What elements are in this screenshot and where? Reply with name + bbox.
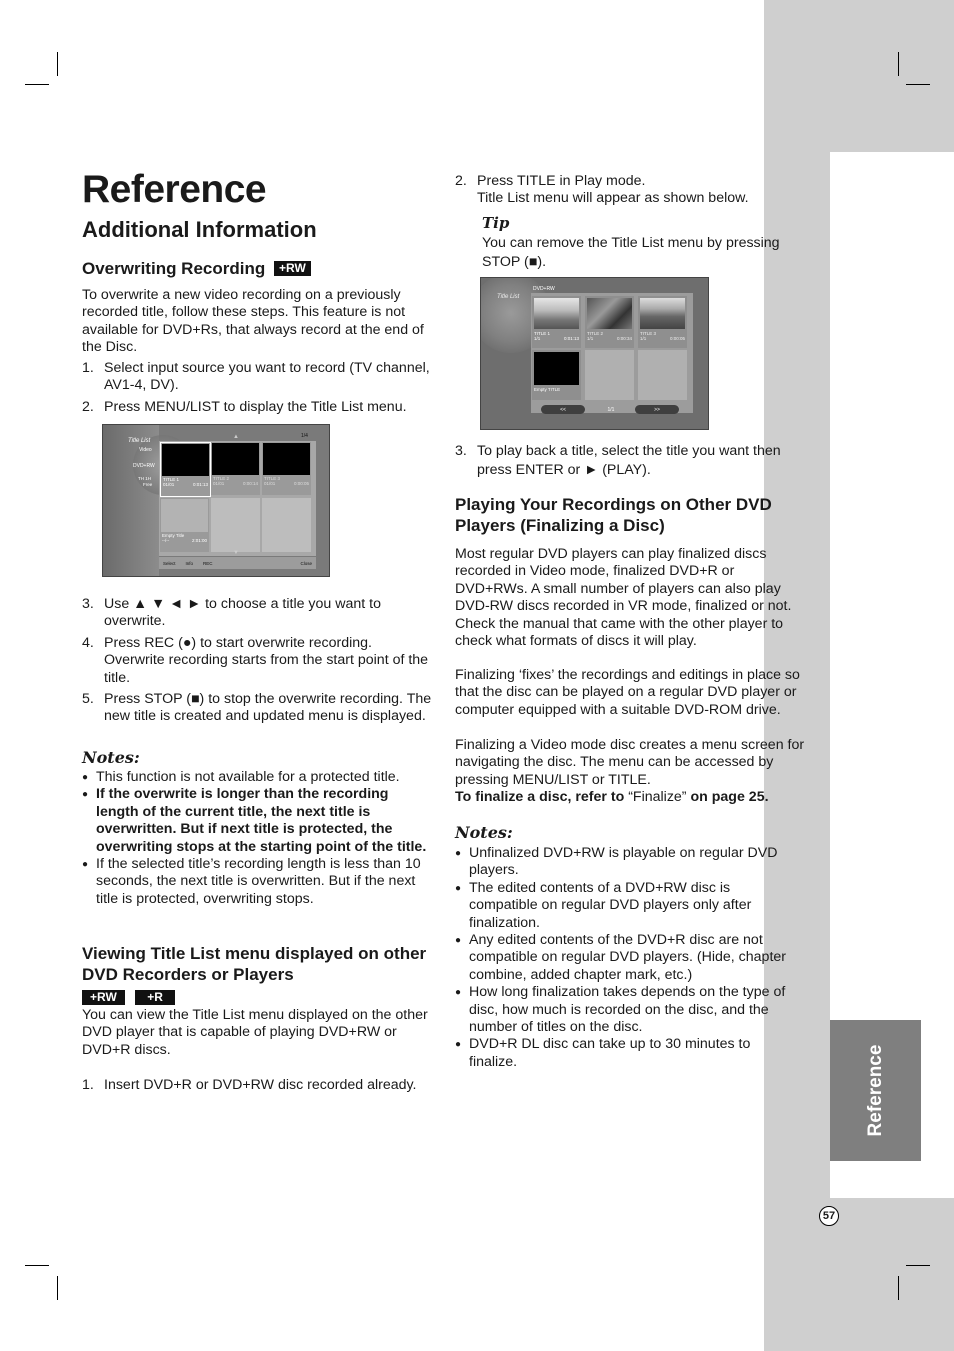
finalizing-heading: Playing Your Recordings on Other DVD Players (Finalizing a Disc) xyxy=(455,495,772,535)
viewing-step-3 xyxy=(455,442,807,480)
thumb-title: TITLE 2 xyxy=(213,476,230,481)
page-number: 57 xyxy=(819,1206,839,1226)
thumb-date: 1/1 xyxy=(587,336,594,341)
step-item xyxy=(82,360,432,395)
thumb-title: TITLE 2 xyxy=(587,331,604,336)
thumb-title: Empty Title xyxy=(162,533,185,538)
overwriting-heading-text: Overwriting Recording xyxy=(82,259,266,278)
side-tab-label: Reference xyxy=(864,1044,886,1137)
overwriting-steps-b xyxy=(82,596,432,726)
step-number: 3. xyxy=(455,443,467,459)
reference-side-tab xyxy=(830,1020,921,1161)
step-item xyxy=(455,173,807,190)
thumb-time: 0:00:05 xyxy=(669,336,685,341)
bullet-icon: ● xyxy=(82,789,89,801)
thumb-3[interactable] xyxy=(262,442,311,495)
thumb-date: 1/1 xyxy=(534,336,541,341)
page-subtitle: Additional Information xyxy=(82,217,317,242)
up-arrow-icon: ▲ xyxy=(233,434,239,440)
down-arrow-icon: ▼ xyxy=(233,550,239,556)
note-text: If the selected title’s recording length is less than 10 seconds, the next title is overwritten. But if the next title is protected, overwriting stops. xyxy=(96,856,421,907)
thumb-image xyxy=(162,444,209,476)
r-badge: +R xyxy=(135,990,175,1005)
viewing-intro: You can view the Title List menu displayed on the other DVD player that is capable of playing DVD+RW or DVD+R discs. xyxy=(82,1007,428,1058)
thumb-time: 0:01:13 xyxy=(563,336,579,341)
step-text: Press MENU/LIST to display the Title List menu. xyxy=(104,398,407,415)
thumb-empty[interactable] xyxy=(532,350,581,400)
step-number: 5. xyxy=(82,691,94,708)
note-item xyxy=(455,984,800,1036)
thumb-2[interactable] xyxy=(585,296,634,348)
step-text: Press TITLE in Play mode. xyxy=(477,173,646,189)
thumb-blank xyxy=(211,498,260,552)
overwriting-notes-label: Notes: xyxy=(82,748,140,767)
next-page-button[interactable]: >> xyxy=(635,405,679,414)
thumb-title: TITLE 3 xyxy=(640,331,657,336)
step-item xyxy=(455,442,807,480)
thumb-time: 0:00:05 xyxy=(293,481,309,486)
thumb-date: 01/01 xyxy=(264,481,276,486)
thumb-date: --/-- xyxy=(162,538,170,543)
finalizing-para-1: Most regular DVD players can play finalized discs recorded in Video mode, finalized DVD+R or DVD+RWs. A small number of players can also play DVD-RW discs recorded in VR mode, finalized or not. Check the manual that came with the other player to check what formats of discs it will play. xyxy=(455,546,792,650)
footer-info: Info xyxy=(185,560,194,566)
step-text: To play back a title, select the title you want then press ENTER or ► (PLAY). xyxy=(477,443,781,478)
tip-text: You can remove the Title List menu by pressing STOP (■). xyxy=(482,235,780,270)
note-text: If the overwrite is longer than the recording length of the current title, the next title is overwritten. But if next title is protected, the overwriting stops at the starting point of the title. xyxy=(96,786,427,855)
finalize-reference-a: To finalize a disc, refer to xyxy=(455,789,629,805)
bullet-icon: ● xyxy=(455,935,462,947)
finalizing-notes xyxy=(455,845,800,1071)
note-item xyxy=(82,856,432,908)
viewing-step-2 xyxy=(455,173,807,208)
overwriting-intro: To overwrite a new video recording on a previously recorded title, follow these steps. This feature is not available for DVD+Rs, that always record at the end of the Disc. xyxy=(82,287,424,356)
step-item xyxy=(82,1077,432,1094)
note-text: The edited contents of a DVD+RW disc is compatible on regular DVD players only after finalization. xyxy=(469,879,752,931)
footer-select: Select xyxy=(163,560,176,566)
thumb-image xyxy=(587,298,632,329)
thumb-time: 2:01:00 xyxy=(191,538,207,543)
tip-label: Tip xyxy=(482,214,510,232)
screen1-menu-title: Title List xyxy=(128,438,151,444)
bullet-icon: ● xyxy=(455,848,462,859)
finalize-reference-c: on page 25. xyxy=(686,789,769,805)
step-item xyxy=(82,399,432,416)
step-number: 3. xyxy=(82,596,94,612)
screen1-side-info-2: Free xyxy=(143,482,153,487)
thumb-image xyxy=(263,443,310,475)
thumb-empty[interactable] xyxy=(160,498,209,552)
footer-close: Close xyxy=(300,560,312,566)
thumb-image xyxy=(534,352,579,385)
thumb-1[interactable] xyxy=(532,296,581,348)
step-text: Title List menu will appear as shown below. xyxy=(477,190,749,207)
step-number: 2. xyxy=(82,398,94,415)
thumb-title: TITLE 3 xyxy=(264,476,281,481)
thumb-date: 01/01 xyxy=(163,482,175,487)
thumb-blank xyxy=(585,350,634,400)
note-item xyxy=(455,1036,800,1071)
step-item xyxy=(82,596,432,631)
note-text: This function is not available for a protected title. xyxy=(96,769,400,785)
screen1-page: 1/4 xyxy=(301,433,308,439)
thumb-time: 0:00:34 xyxy=(616,336,632,341)
step-text: Press STOP (■) to stop the overwrite recording. The new title is created and updated menu is displayed. xyxy=(104,691,432,725)
overwriting-notes xyxy=(82,769,432,908)
thumb-title: TITLE 1 xyxy=(534,331,551,336)
finalize-reference xyxy=(455,789,807,806)
bullet-icon: ● xyxy=(455,987,462,999)
screen2-menu-title: Title List xyxy=(497,294,520,300)
footer-rec: REC xyxy=(203,560,213,566)
step-number: 2. xyxy=(455,173,467,189)
step-number: 1. xyxy=(82,360,94,376)
rw-badge: +RW xyxy=(274,261,311,276)
step-text: Use ▲ ▼ ◄ ► to choose a title you want to overwrite. xyxy=(104,596,381,630)
viewing-heading: Viewing Title List menu displayed on other DVD Recorders or Players xyxy=(82,944,427,984)
thumb-title: TITLE 1 xyxy=(163,477,180,482)
overwriting-heading xyxy=(82,258,311,279)
step-text: Press REC (●) to start overwrite recording. Overwrite recording starts from the start point of the title. xyxy=(104,634,429,686)
step-item xyxy=(455,190,807,207)
page-title: Reference xyxy=(82,168,267,211)
note-text: How long finalization takes depends on the type of disc, how much is recorded on the disc, and the number of titles on the disc. xyxy=(469,984,786,1036)
side-band-top xyxy=(764,0,954,152)
finalizing-para-3: Finalizing a Video mode disc creates a menu screen for navigating the disc. The menu can be accessed by pressing MENU/LIST or TITLE. xyxy=(455,737,805,788)
step-number xyxy=(455,190,477,207)
screen1-footer xyxy=(159,557,316,569)
screen1-disc: DVD+RW xyxy=(133,463,155,469)
note-text: DVD+R DL disc can take up to 30 minutes to finalize. xyxy=(469,1036,751,1070)
viewing-step-1 xyxy=(82,1077,432,1094)
note-text: Unfinalized DVD+RW is playable on regular DVD players. xyxy=(469,845,778,879)
thumb-time: 0:00:14 xyxy=(242,481,258,486)
note-item xyxy=(455,880,800,932)
prev-page-button[interactable]: << xyxy=(541,405,585,414)
thumb-blank xyxy=(262,498,311,552)
thumb-image xyxy=(161,499,208,532)
thumb-time: 0:01:13 xyxy=(192,482,208,487)
bullet-icon: ● xyxy=(455,1039,462,1051)
note-text: Any edited contents of the DVD+R disc are not compatible on regular DVD players. (Hide, chapter combine, added chapter mark, etc.) xyxy=(469,932,787,983)
side-band-bottom xyxy=(764,1198,954,1351)
note-item xyxy=(455,932,800,984)
step-text: Insert DVD+R or DVD+RW disc recorded already. xyxy=(104,1077,417,1093)
rw-badge: +RW xyxy=(82,990,125,1005)
note-item xyxy=(455,845,800,880)
bullet-icon: ● xyxy=(455,882,462,894)
thumb-date: 01/01 xyxy=(213,481,225,486)
thumb-image xyxy=(212,443,259,475)
step-text: Select input source you want to record (TV channel, AV1-4, DV). xyxy=(104,360,430,394)
thumb-date: 1/1 xyxy=(640,336,647,341)
screen1-mode: Video xyxy=(139,447,152,453)
step-number: 4. xyxy=(82,634,94,651)
thumb-blank xyxy=(638,350,687,400)
note-item xyxy=(82,769,432,786)
step-item xyxy=(82,691,432,726)
viewing-badges xyxy=(78,990,175,1008)
bullet-icon: ● xyxy=(82,772,89,783)
note-item xyxy=(82,786,432,856)
thumb-image xyxy=(534,298,579,329)
screen1-side-info-1: TH 1H xyxy=(138,476,152,481)
step-item xyxy=(82,635,432,687)
bullet-icon: ● xyxy=(82,859,89,871)
overwriting-steps-a xyxy=(82,360,432,416)
screen2-page: 1/1 xyxy=(607,406,615,413)
screen2-disc: DVD+RW xyxy=(533,286,555,292)
finalizing-para-2: Finalizing ‘fixes’ the recordings and editings in place so that the disc can be played on a regular DVD player or computer equipped with a suitable DVD-ROM drive. xyxy=(455,667,800,718)
title-list-screen-1 xyxy=(102,424,330,577)
thumb-3[interactable] xyxy=(638,296,687,348)
title-list-screen-2 xyxy=(480,277,709,430)
thumb-1[interactable] xyxy=(160,442,211,497)
thumb-image xyxy=(640,298,685,329)
thumb-2[interactable] xyxy=(211,442,260,495)
finalizing-notes-label: Notes: xyxy=(455,823,513,842)
thumb-title: Empty TITLE xyxy=(534,387,561,392)
finalize-reference-b: “Finalize” xyxy=(628,789,687,805)
step-number: 1. xyxy=(82,1077,94,1093)
